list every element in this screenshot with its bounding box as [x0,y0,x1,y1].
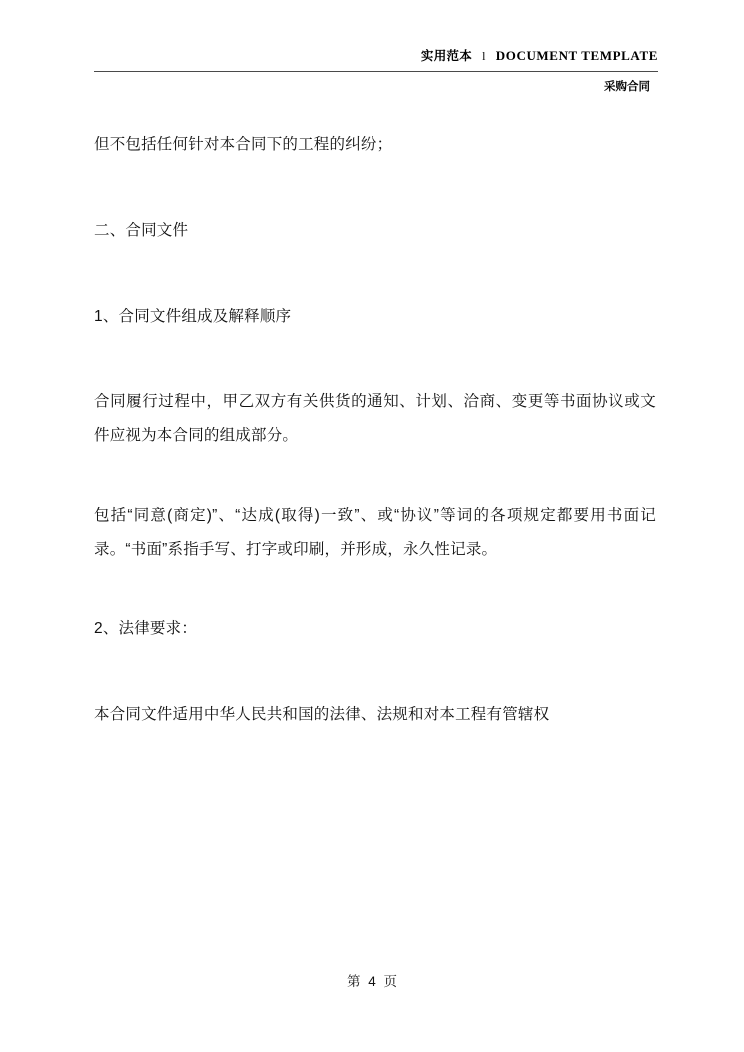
paragraph: 本合同文件适用中华人民共和国的法律、法规和对本工程有管辖权 [94,706,550,724]
subsection-heading: 1、合同文件组成及解释顺序 [94,307,292,325]
header-brand-en: DOCUMENT TEMPLATE [495,48,658,63]
subsection-heading: 2、法律要求： [94,620,198,638]
paragraph: 合同履行过程中，甲乙双方有关供货的通知、计划、洽商、变更等书面协议或文件应视为本合同的组成部分。 [94,393,656,445]
footer-page-number: 4 [368,974,376,989]
document-body [94,128,656,760]
header-doc-type: 采购合同 [604,81,650,93]
page-footer [0,970,744,990]
page-header [94,46,658,94]
section-heading: 二、合同文件 [94,221,189,239]
header-brand-row [94,46,658,64]
footer-suffix: 页 [383,974,398,989]
header-separator: l [482,49,486,63]
footer-prefix: 第 [346,974,361,989]
header-brand-cn: 实用范本 [420,49,473,63]
paragraph: 包括“同意(商定)”、“达成(取得)一致”、或“协议”等词的各项规定都要用书面记录。“书面”系指手写、打字或印刷，并形成，永久性记录。 [94,506,656,558]
header-divider [94,71,658,72]
paragraph: 但不包括任何针对本合同下的工程的纠纷； [94,136,393,153]
